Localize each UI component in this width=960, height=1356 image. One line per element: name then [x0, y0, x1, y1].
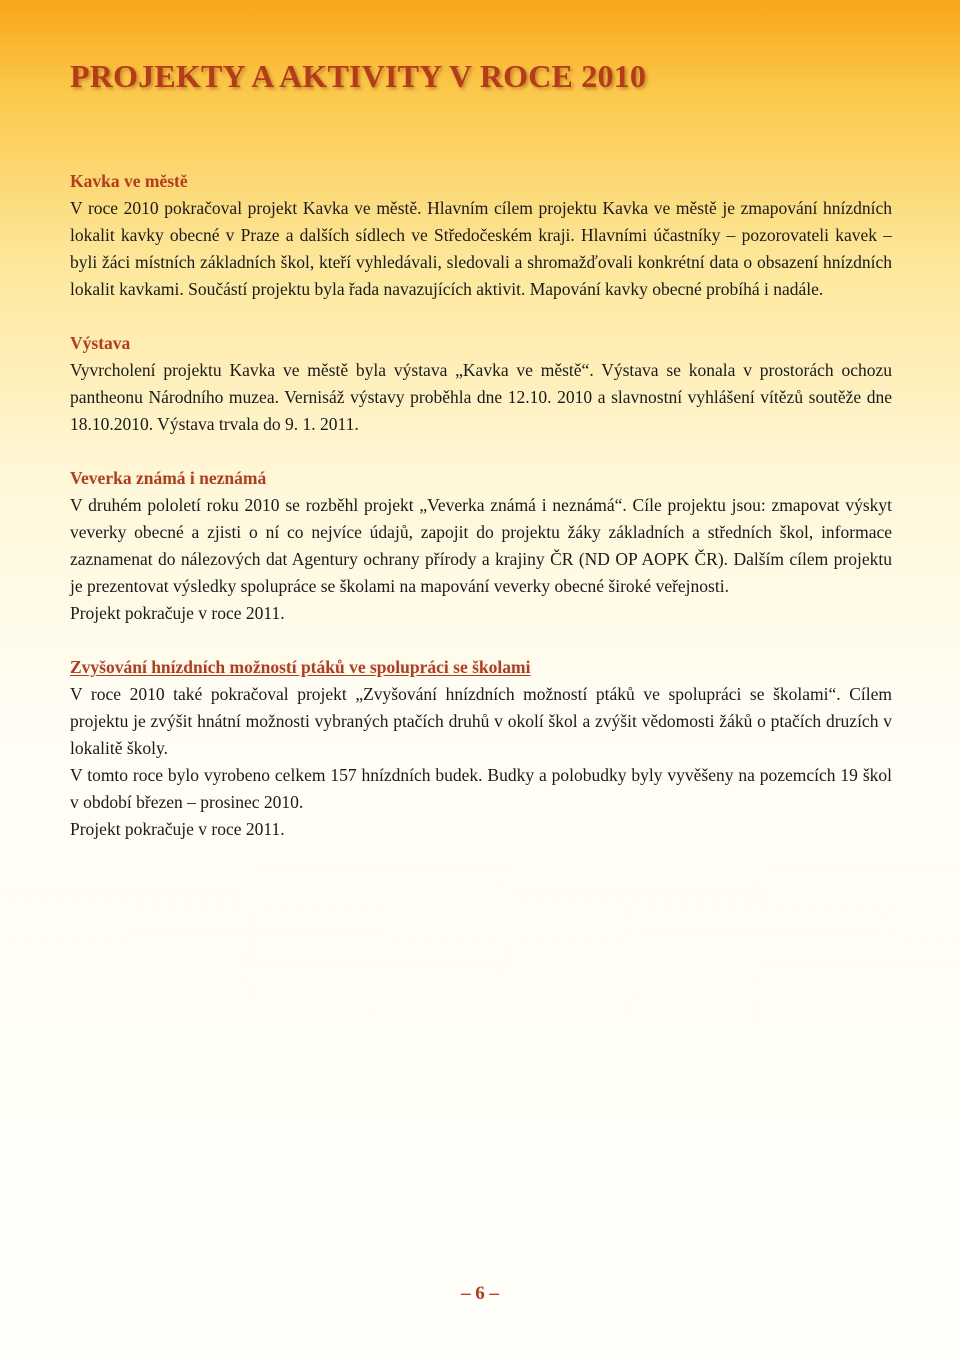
paragraph: V roce 2010 také pokračoval projekt „Zvyšování hnízdních možností ptáků ve spolupráci se školami“. Cílem projektu je zvýšit hnátní možnosti vybraných ptačích druhů v okolí škol a zvýšit vědomosti žáků o ptačích druzích v lokalitě školy.	[70, 684, 892, 758]
document-body	[70, 168, 892, 870]
section-kavka-ve-meste	[70, 168, 892, 303]
paragraph: V roce 2010 pokračoval projekt Kavka ve městě. Hlavním cílem projektu Kavka ve městě je zmapování hnízdních lokalit kavky obecné v Praze a dalších sídlech ve Středočeském kraji. Hlavními účastníky – pozorovateli kavek – byli žáci místních základních škol, kteří vyhledávali, sledovali a shromažďovali konkrétní data o obsazení hnízdních lokalit kavkami. Součástí projektu byla řada navazujících aktivit. Mapování kavky obecné probíhá i nadále.	[70, 198, 892, 299]
paragraph: V druhém pololetí roku 2010 se rozběhl projekt „Veverka známá i neznámá“. Cíle projektu jsou: zmapovat výskyt veverky obecné a zjisti o ní co nejvíce údajů, zapojit do projektu žáky základních a středních škol, informace zaznamenat do nálezových dat Agentury ochrany přírody a krajiny ČR (ND OP AOPK ČR). Dalším cílem projektu je prezentovat výsledky spolupráce se školami na mapování veverky obecné široké veřejnosti.	[70, 495, 892, 596]
section-zvysovani-hnizdnich-moznosti	[70, 654, 892, 843]
paragraph: Projekt pokračuje v roce 2011.	[70, 603, 285, 623]
page-number: – 6 –	[461, 1283, 499, 1304]
section-heading: Výstava	[70, 333, 131, 353]
paragraph: Vyvrcholení projektu Kavka ve městě byla výstava „Kavka ve městě“. Výstava se konala v prostorách ochozu pantheonu Národního muzea. Vernisáž výstavy proběhla dne 12.10. 2010 a slavnostní vyhlášení vítězů soutěže dne 18.10.2010. Výstava trvala do 9. 1. 2011.	[70, 360, 892, 434]
paragraph: Projekt pokračuje v roce 2011.	[70, 819, 285, 839]
page-title: PROJEKTY A AKTIVITY V ROCE 2010	[70, 58, 647, 94]
section-heading: Zvyšování hnízdních možností ptáků ve spolupráci se školami	[70, 657, 531, 677]
section-vystava	[70, 330, 892, 438]
section-heading: Veverka známá i neznámá	[70, 468, 267, 488]
paragraph: V tomto roce bylo vyrobeno celkem 157 hnízdních budek. Budky a polobudky byly vyvěšeny na pozemcích 19 škol v období březen – prosinec 2010.	[70, 765, 892, 812]
section-heading: Kavka ve městě	[70, 171, 188, 191]
section-veverka	[70, 465, 892, 627]
